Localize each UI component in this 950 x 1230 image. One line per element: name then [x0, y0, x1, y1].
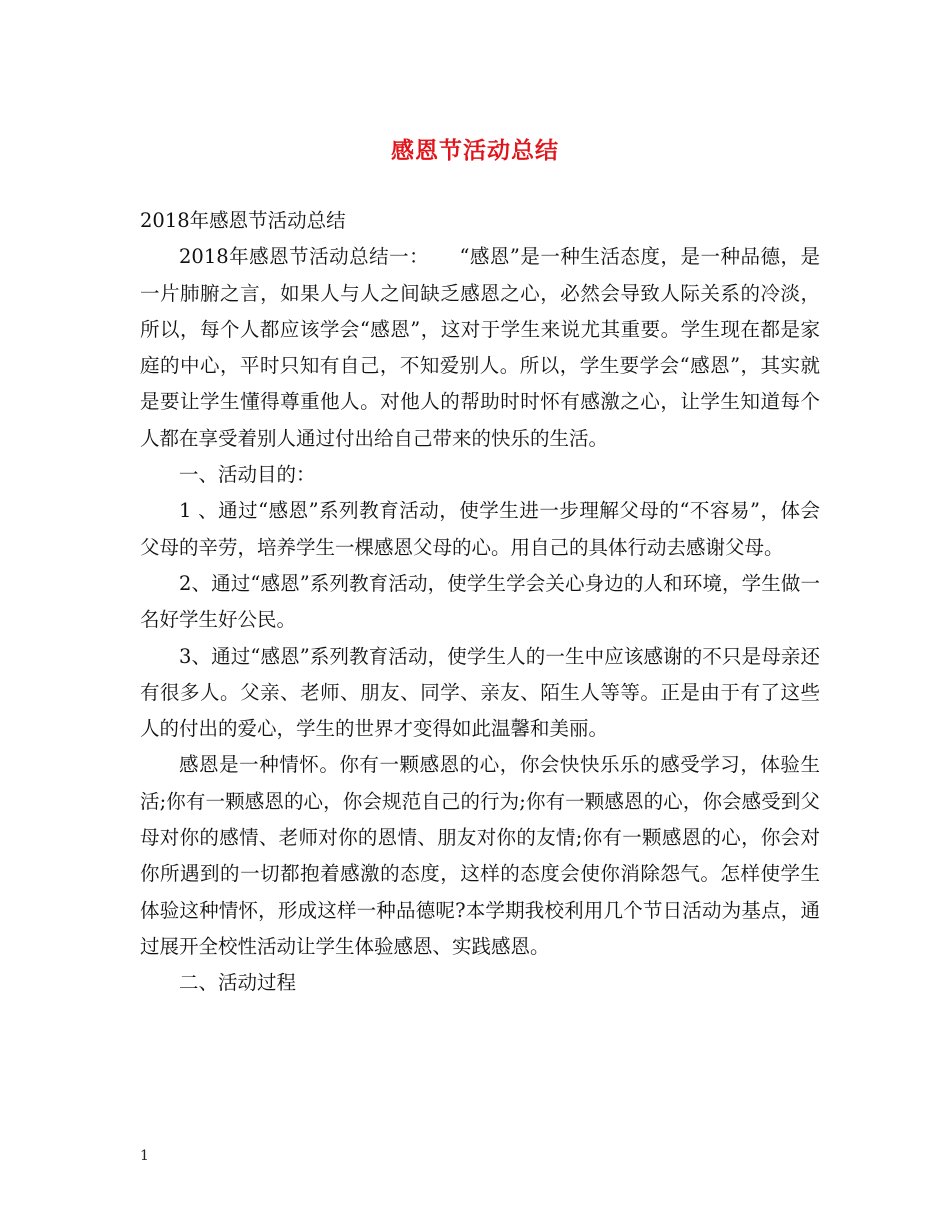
purpose-item-1: 1 、通过“感恩”系列教育活动，使学生进一步理解父母的“不容易”，体会父母的辛劳，培养学生一棵感恩父母的心。用自己的具体行动去感谢父母。 [140, 499, 820, 559]
gratitude-paragraph: 感恩是一种情怀。你有一颗感恩的心，你会快快乐乐的感受学习，体验生活;你有一颗感恩的心，你会规范自己的行为;你有一颗感恩的心，你会感受到父母对你的感情、老师对你的恩情、朋友对你的友情;你有一颗感恩的心，你会对你所遇到的一切都抱着感激的态度，这样的态度会使你消除怨气。怎样使学生体验这种情怀，形成这样一种品德呢?本学期我校利用几个节日活动为基点，通过展开全校性活动让学生体验感恩、实践感恩。 [140, 753, 820, 958]
document-body [140, 203, 820, 1002]
intro-paragraph: 2018年感恩节活动总结一： “感恩”是一种生活态度，是一种品德，是一片肺腑之言，如果人与人之间缺乏感恩之心，必然会导致人际关系的冷淡，所以，每个人都应该学会“感恩”，这对于学生来说尤其重要。学生现在都是家庭的中心，平时只知有自己，不知爱别人。所以，学生要学会“感恩”，其实就是要让学生懂得尊重他人。对他人的帮助时时怀有感激之心，让学生知道每个人都在享受着别人通过付出给自己带来的快乐的生活。 [140, 245, 820, 450]
document-title: 感恩节活动总结 [391, 137, 559, 164]
section-heading-purpose: 一、活动目的： [179, 463, 316, 487]
purpose-item-2: 2、通过“感恩”系列教育活动，使学生学会关心身边的人和环境，学生做一名好学生好公民。 [140, 571, 820, 632]
purpose-item-3: 3、通过“感恩”系列教育活动，使学生人的一生中应该感谢的不只是母亲还有很多人。父亲、老师、朋友、同学、亲友、陌生人等等。正是由于有了这些人的付出的爱心，学生的世界才变得如此温馨和美丽。 [140, 644, 820, 741]
section-heading-process: 二、活动过程 [179, 971, 297, 995]
page-number: 1 [140, 1148, 149, 1164]
subtitle-paragraph: 2018年感恩节活动总结 [140, 209, 346, 232]
